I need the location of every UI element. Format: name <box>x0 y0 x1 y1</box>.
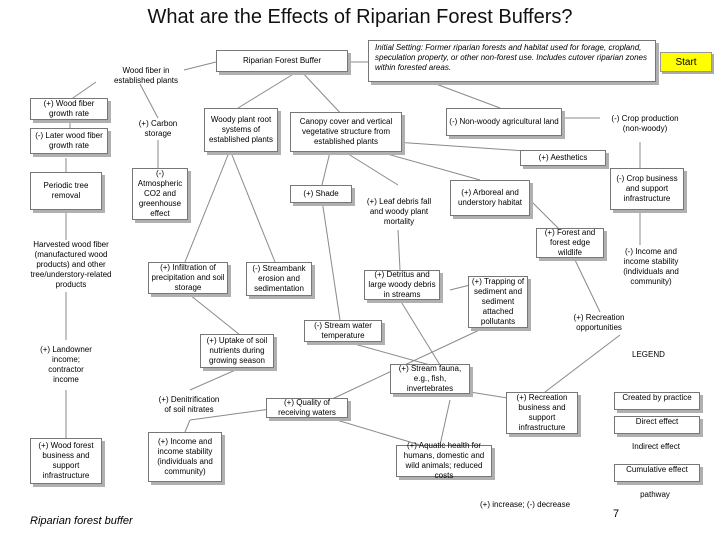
uptake-nutrients-node: (+) Uptake of soil nutrients during growing season <box>200 334 274 368</box>
legend-direct-effect: Direct effect <box>614 416 700 434</box>
later-wood-fiber-node: (-) Later wood fiber growth rate <box>30 128 108 154</box>
infiltration-node: (+) Infiltration of precipitation and soil storage <box>148 262 228 294</box>
crop-production-node: (-) Crop production (non-woody) <box>611 114 679 133</box>
canopy-cover-node: Canopy cover and vertical vegetative structure from established plants <box>290 112 402 152</box>
leaf-debris-node: (+) Leaf debris fall and woody plant mortality <box>366 197 432 226</box>
initial-setting-box: Initial Setting: Former riparian forests and habitat used for forage, cropland, speculation property, or other non-forest use. Includes cutover riparian zones within forested areas. <box>368 40 656 82</box>
legend-increase-decrease: (+) increase; (-) decrease <box>480 500 571 509</box>
trapping-node: (+) Trapping of sediment and sediment attached pollutants <box>468 276 528 328</box>
aquatic-health-node: (+) Aquatic health for humans, domestic and wild animals; reduced costs <box>396 445 492 477</box>
recreation-business-node: (+) Recreation business and support infrastructure <box>506 392 578 434</box>
riparian-forest-buffer-node: Riparian Forest Buffer <box>216 50 348 72</box>
legend-indirect-effect: Indirect effect <box>632 442 680 451</box>
recreation-opportunities-node: (+) Recreation opportunities <box>573 313 625 332</box>
water-quality-node: (+) Quality of receiving waters <box>266 398 348 418</box>
wood-forest-business-node: (+) Wood forest business and support infrastructure <box>30 438 102 484</box>
footer-label: Riparian forest buffer <box>30 515 133 527</box>
aesthetics-node: (+) Aesthetics <box>520 150 606 166</box>
start-marker: Start <box>660 52 712 72</box>
nonwoody-ag-node: (-) Non-woody agricultural land <box>446 108 562 136</box>
landowner-income-node: (+) Landowner income; contractor income <box>40 345 92 384</box>
wood-fiber-node: Wood fiber in established plants <box>113 66 179 85</box>
forest-wildlife-node: (+) Forest and forest edge wildlife <box>536 228 604 258</box>
legend-pathway: pathway <box>640 490 670 499</box>
stream-fauna-node: (+) Stream fauna, e.g., fish, invertebrates <box>390 364 470 394</box>
woody-root-node: Woody plant root systems of established plants <box>204 108 278 152</box>
harvested-wood-node: Harvested wood fiber (manufactured wood products) and other tree/understory-related products <box>30 240 112 289</box>
page-title: What are the Effects of Riparian Forest Buffers? <box>147 6 573 28</box>
legend-created-by-practice: Created by practice <box>614 392 700 410</box>
detritus-node: (+) Detritus and large woody debris in streams <box>364 270 440 300</box>
periodic-tree-removal-node: Periodic tree removal <box>30 172 102 210</box>
legend-title: LEGEND <box>632 350 665 359</box>
income-stability-left-node: (+) Income and income stability (individuals and community) <box>148 432 222 482</box>
stream-water-temp-node: (-) Stream water temperature <box>304 320 382 342</box>
arboreal-habitat-node: (+) Arboreal and understory habitat <box>450 180 530 216</box>
atmospheric-co2-node: (-) Atmospheric CO2 and greenhouse effect <box>132 168 188 220</box>
legend-cumulative-effect: Cumulative effect <box>614 464 700 482</box>
wood-fiber-growth-node: (+) Wood fiber growth rate <box>30 98 108 120</box>
carbon-storage-node: (+) Carbon storage <box>138 119 178 138</box>
income-stability-right-node: (-) Income and income stability (individuals and community) <box>623 247 679 286</box>
page-number: 7 <box>613 508 620 520</box>
denitrification-node: (+) Denitrification of soil nitrates <box>158 395 220 414</box>
crop-business-node: (-) Crop business and support infrastructure <box>610 168 684 210</box>
streambank-node: (-) Streambank erosion and sedimentation <box>246 262 312 296</box>
shade-node: (+) Shade <box>290 185 352 203</box>
